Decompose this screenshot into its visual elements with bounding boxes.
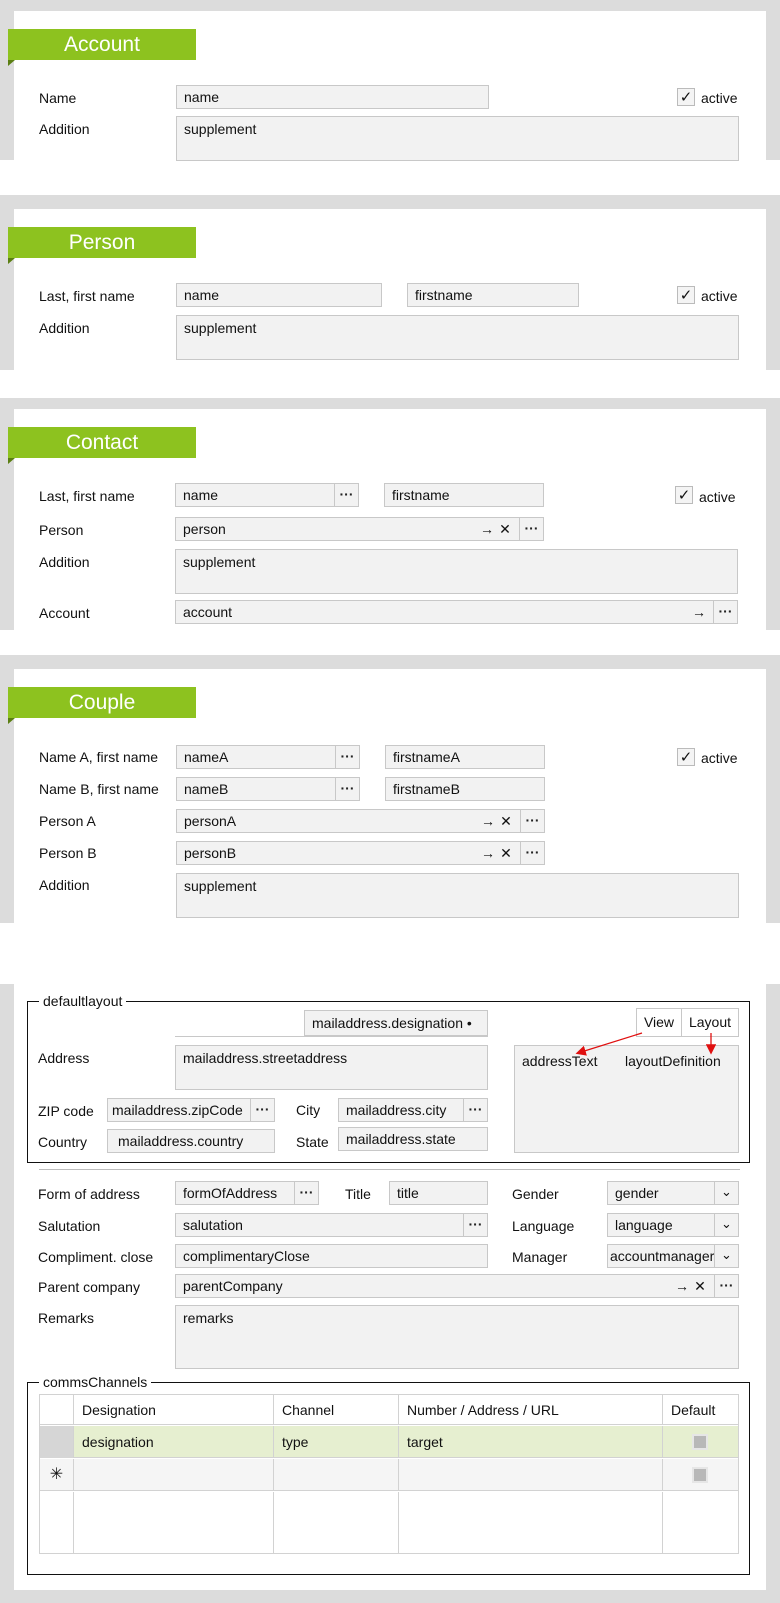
- city-lookup-button[interactable]: ···: [463, 1099, 487, 1121]
- account-value: account: [183, 604, 233, 620]
- col-divider: [662, 1459, 663, 1491]
- address-textarea[interactable]: mailaddress.streetaddress: [175, 1045, 488, 1090]
- couple-section-title: Couple: [8, 687, 196, 718]
- city-value: mailaddress.city: [346, 1102, 447, 1118]
- name-input[interactable]: name: [176, 283, 382, 307]
- language-select[interactable]: [607, 1213, 739, 1237]
- name-input[interactable]: [175, 483, 359, 507]
- addition-label: Addition: [39, 320, 90, 336]
- divider: [175, 1036, 488, 1037]
- chevron-down-icon[interactable]: ⌄: [714, 1245, 738, 1267]
- defaultlayout-legend: defaultlayout: [39, 993, 126, 1009]
- compliment-close-label: Compliment. close: [38, 1249, 154, 1265]
- goto-arrow-icon[interactable]: →: [675, 1278, 689, 1294]
- person-label: Person: [39, 522, 84, 538]
- remarks-label: Remarks: [38, 1310, 95, 1326]
- city-input[interactable]: [338, 1098, 488, 1122]
- active-label: active: [701, 288, 738, 304]
- goto-arrow-icon[interactable]: →: [481, 845, 495, 861]
- person-b-label: Person B: [39, 845, 97, 861]
- active-checkbox[interactable]: ✓: [675, 486, 693, 504]
- column-header-designation[interactable]: Designation: [74, 1395, 274, 1425]
- firstname-b-input[interactable]: firstnameB: [385, 777, 545, 801]
- addition-textarea[interactable]: supplement: [176, 315, 739, 360]
- person-b-value: personB: [184, 845, 237, 861]
- person-a-label: Person A: [39, 813, 96, 829]
- last-first-name-label: Last, first name: [39, 288, 135, 304]
- salutation-label: Salutation: [38, 1218, 101, 1234]
- person-section-title: Person: [8, 227, 196, 258]
- col-divider: [273, 1492, 274, 1554]
- layout-button[interactable]: Layout: [681, 1008, 739, 1037]
- city-label: City: [296, 1102, 321, 1118]
- parent-company-input[interactable]: [175, 1274, 739, 1298]
- layout-definition-token: layoutDefinition: [625, 1053, 721, 1069]
- name-value: name: [183, 487, 219, 503]
- addition-label: Addition: [39, 121, 90, 137]
- comms-channels-grid: [39, 1394, 739, 1554]
- manager-value: accountmanager: [610, 1248, 715, 1264]
- firstname-a-input[interactable]: firstnameA: [385, 745, 545, 769]
- gender-label: Gender: [512, 1186, 559, 1202]
- person-a-lookup-button[interactable]: ···: [520, 810, 544, 832]
- parent-company-value: parentCompany: [183, 1278, 283, 1294]
- address-label: Address: [38, 1050, 90, 1066]
- default-checkbox[interactable]: [692, 1467, 708, 1483]
- remarks-textarea[interactable]: remarks: [175, 1305, 739, 1369]
- name-a-label: Name A, first name: [39, 749, 159, 765]
- cell-channel[interactable]: type: [274, 1426, 399, 1458]
- language-value: language: [615, 1217, 673, 1233]
- addition-textarea[interactable]: supplement: [175, 549, 738, 594]
- col-divider: [398, 1459, 399, 1491]
- cell-target[interactable]: target: [399, 1426, 663, 1458]
- col-divider: [662, 1492, 663, 1554]
- goto-arrow-icon[interactable]: →: [481, 813, 495, 829]
- salutation-lookup-button[interactable]: ···: [463, 1214, 487, 1236]
- cell-designation[interactable]: designation: [74, 1426, 274, 1458]
- goto-arrow-icon[interactable]: →: [692, 604, 706, 620]
- ribbon-fold: [8, 60, 15, 66]
- goto-arrow-icon[interactable]: →: [480, 521, 494, 537]
- ribbon-fold: [8, 258, 15, 264]
- person-input[interactable]: [175, 517, 544, 541]
- name-b-input[interactable]: [176, 777, 360, 801]
- column-header-channel[interactable]: Channel: [274, 1395, 399, 1425]
- firstname-input[interactable]: firstname: [407, 283, 579, 307]
- clear-icon[interactable]: ✕: [499, 521, 511, 537]
- addition-textarea[interactable]: supplement: [176, 873, 739, 918]
- column-header-target[interactable]: Number / Address / URL: [399, 1395, 663, 1425]
- arrow-to-address-text: [578, 1033, 642, 1053]
- person-b-lookup-button[interactable]: ···: [520, 842, 544, 864]
- salutation-value: salutation: [183, 1217, 243, 1233]
- state-input[interactable]: mailaddress.state: [338, 1127, 488, 1151]
- addition-label: Addition: [39, 877, 90, 893]
- chevron-down-icon[interactable]: ⌄: [714, 1214, 738, 1236]
- person-lookup-button[interactable]: ···: [519, 518, 543, 540]
- comms-channels-legend: commsChannels: [39, 1374, 151, 1390]
- active-label: active: [701, 750, 738, 766]
- parent-company-label: Parent company: [38, 1279, 140, 1295]
- account-section-title: Account: [8, 29, 196, 60]
- col-divider: [273, 1459, 274, 1491]
- clear-icon[interactable]: ✕: [500, 813, 512, 829]
- title-label: Title: [345, 1186, 371, 1202]
- name-b-label: Name B, first name: [39, 781, 159, 797]
- name-label: Name: [39, 90, 77, 106]
- country-label: Country: [38, 1134, 88, 1150]
- addition-label: Addition: [39, 554, 90, 570]
- table-row[interactable]: [40, 1426, 738, 1458]
- name-a-lookup-button[interactable]: ···: [335, 746, 359, 768]
- name-b-lookup-button[interactable]: ···: [335, 778, 359, 800]
- title-input[interactable]: title: [389, 1181, 488, 1205]
- country-input[interactable]: mailaddress.country: [107, 1129, 275, 1153]
- chevron-down-icon[interactable]: ⌄: [714, 1182, 738, 1204]
- name-lookup-button[interactable]: ···: [334, 484, 358, 506]
- form-of-address-input[interactable]: [175, 1181, 319, 1205]
- account-lookup-button[interactable]: ···: [713, 601, 737, 623]
- zip-code-label: ZIP code: [38, 1103, 94, 1119]
- active-checkbox[interactable]: ✓: [677, 748, 695, 766]
- name-a-value: nameA: [184, 749, 229, 765]
- manager-label: Manager: [512, 1249, 568, 1265]
- person-value: person: [183, 521, 226, 537]
- separator: [39, 1169, 740, 1170]
- row-selector[interactable]: [40, 1426, 74, 1458]
- state-label: State: [296, 1134, 329, 1150]
- form-of-address-lookup-button[interactable]: ···: [294, 1182, 318, 1204]
- language-label: Language: [512, 1218, 575, 1234]
- contact-section-title: Contact: [8, 427, 196, 458]
- clear-icon[interactable]: ✕: [500, 845, 512, 861]
- salutation-input[interactable]: [175, 1213, 488, 1237]
- annotation-arrows: [560, 1030, 720, 1058]
- name-a-input[interactable]: [176, 745, 360, 769]
- active-checkbox[interactable]: ✓: [677, 88, 695, 106]
- active-checkbox[interactable]: ✓: [677, 286, 695, 304]
- default-checkbox[interactable]: [692, 1434, 708, 1450]
- manager-select[interactable]: [607, 1244, 739, 1268]
- row-header-corner: [40, 1395, 74, 1425]
- zip-lookup-button[interactable]: ···: [250, 1099, 274, 1121]
- clear-icon[interactable]: ✕: [694, 1278, 706, 1294]
- name-input[interactable]: name: [176, 85, 489, 109]
- col-divider: [73, 1492, 74, 1554]
- gender-select[interactable]: [607, 1181, 739, 1205]
- new-row[interactable]: [40, 1459, 738, 1491]
- account-input[interactable]: [175, 600, 738, 624]
- active-label: active: [701, 90, 738, 106]
- new-row-asterisk-icon: ✳: [40, 1459, 74, 1491]
- name-b-value: nameB: [184, 781, 229, 797]
- account-label: Account: [39, 605, 90, 621]
- form-of-address-value: formOfAddress: [183, 1185, 278, 1201]
- person-a-input[interactable]: [176, 809, 545, 833]
- ribbon-fold: [8, 458, 15, 464]
- zip-code-value: mailaddress.zipCode: [112, 1102, 243, 1118]
- zip-code-input[interactable]: [107, 1098, 275, 1122]
- addition-textarea[interactable]: supplement: [176, 116, 739, 161]
- active-label: active: [699, 489, 736, 505]
- gender-value: gender: [615, 1185, 659, 1201]
- designation-input[interactable]: mailaddress.designation •: [304, 1010, 488, 1036]
- grid-header: [40, 1395, 738, 1425]
- form-of-address-label: Form of address: [38, 1186, 140, 1202]
- complimentary-close-input[interactable]: complimentaryClose: [175, 1244, 488, 1268]
- ribbon-fold: [8, 718, 15, 724]
- column-header-default[interactable]: Default: [671, 1402, 716, 1418]
- person-b-input[interactable]: [176, 841, 545, 865]
- person-a-value: personA: [184, 813, 237, 829]
- address-text-token: addressText: [522, 1053, 598, 1069]
- parent-company-lookup-button[interactable]: ···: [714, 1275, 738, 1297]
- firstname-input[interactable]: firstname: [384, 483, 544, 507]
- last-first-name-label: Last, first name: [39, 488, 135, 504]
- view-button[interactable]: View: [636, 1008, 682, 1037]
- col-divider: [398, 1492, 399, 1554]
